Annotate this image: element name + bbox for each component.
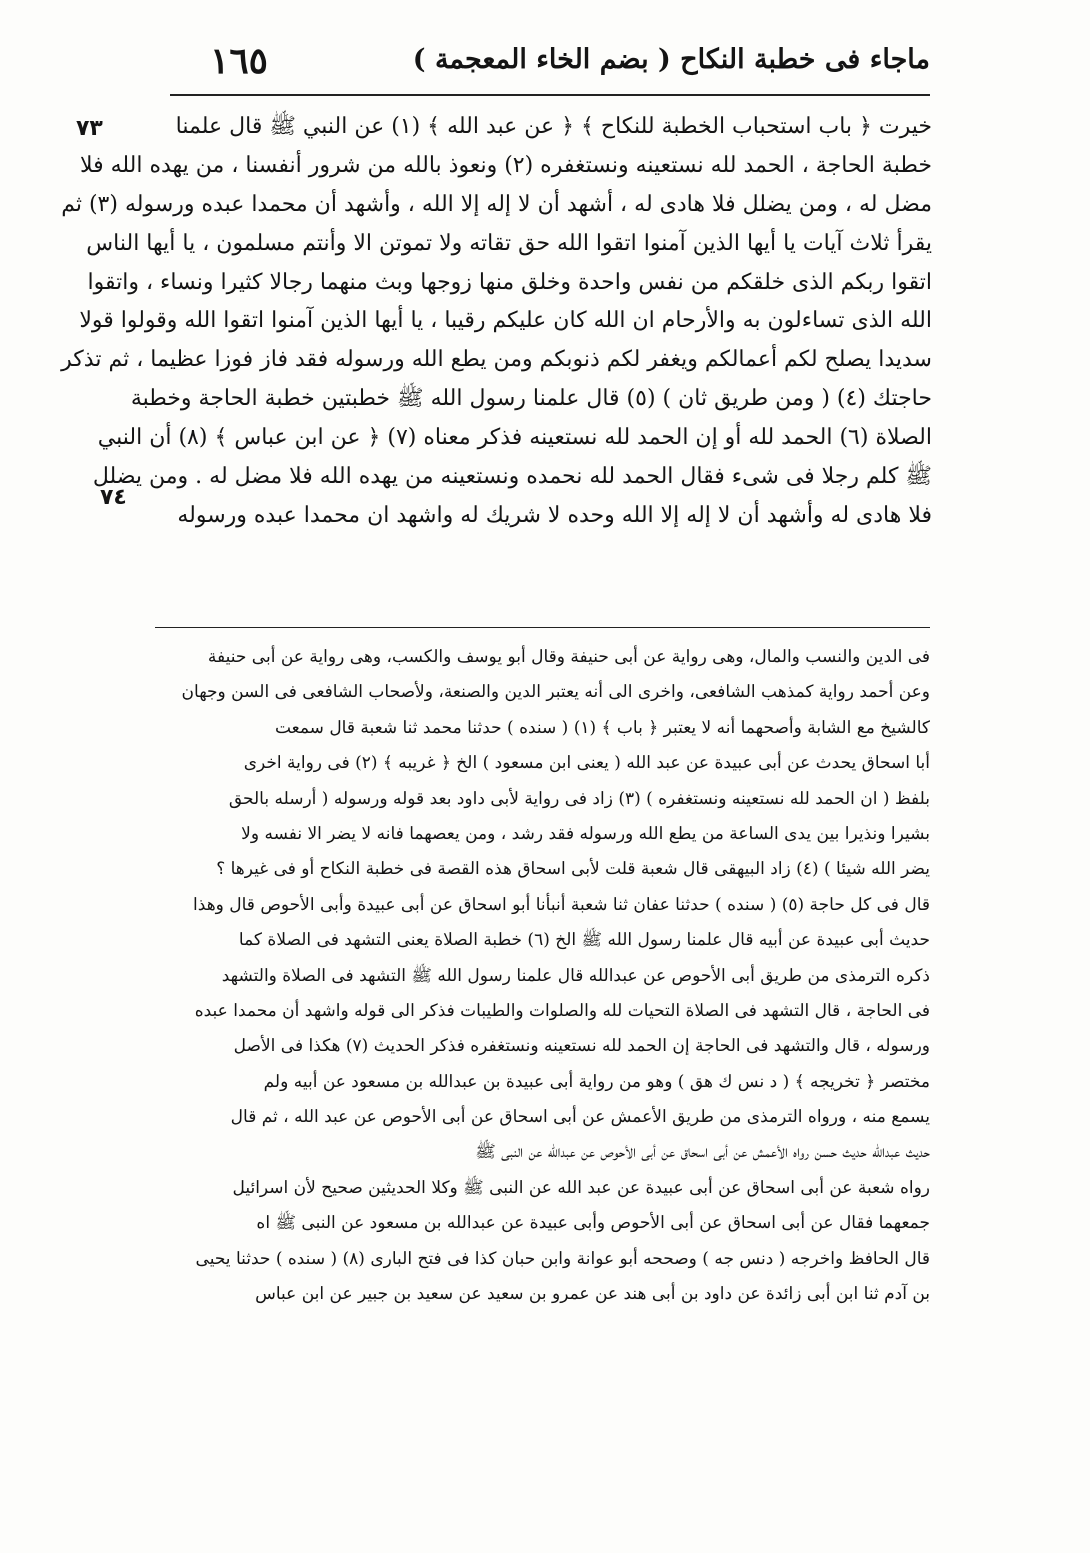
footnote-line: يضر الله شيئا ) (٤) زاد البيهقى قال شعبة قلت لأبى اسحاق هذه القصة فى خطبة النكاح أو فى غيرها ؟ — [216, 859, 930, 880]
footnotes — [180, 640, 930, 1312]
footnote-line: بلفظ ( ان الحمد لله نستعينه ونستغفره ) (٣) زاد فى رواية لأبى داود بعد قوله ورسوله ( أرسله بالحق — [228, 788, 930, 809]
main-line: فلا هادى له وأشهد أن لا إله إلا الله وحده لا شريك له واشهد ان محمدا عبده ورسوله — [177, 502, 932, 528]
page-number: ١٦٥ — [210, 40, 269, 82]
footnote-line: حديث أبى عبيدة عن أبيه قال علمنا رسول الله ﷺ الخ (٦) خطبة الصلاة يعنى التشهد فى الصلاة كما — [238, 930, 930, 951]
footnote-line: رواه شعبة عن أبى اسحاق عن أبى عبيدة عن عبد الله عن النبى ﷺ وكلا الحديثين صحيح لأن اسرائيل — [232, 1177, 930, 1198]
footnote-line: ذكره الترمذى من طريق أبى الأحوص عن عبدالله قال علمنا رسول الله ﷺ التشهد فى الصلاة والتشهد — [221, 965, 930, 986]
main-line: الله الذى تساءلون به والأرحام ان الله كان عليكم رقيبا ، يا أيها الذين آمنوا اتقوا الله وقولوا قولا — [79, 308, 932, 334]
main-line: يقرأ ثلاث آيات يا أيها الذين آمنوا اتقوا الله حق تقاته ولا تموتن الا وأنتم مسلمون ، يا أيها الناس — [86, 230, 932, 256]
main-line: الصلاة (٦) الحمد لله أو إن الحمد لله نستعينه فذكر معناه (٧) ﴿ عن ابن عباس ﴾ (٨) أن النبي — [97, 425, 932, 451]
footnote-line: فى الحاجة ، قال التشهد فى الصلاة التحيات لله والصلوات والطيبات فذكر الى قوله واشهد أن محمدا عبده — [194, 1000, 930, 1021]
footnote-line: كالشيخ مع الشابة وأصحهما أنه لا يعتبر ﴿ باب ﴾ (١) ( سنده ) حدثنا محمد ثنا شعبة قال سمعت — [274, 717, 930, 738]
footnote-line: قال فى كل حاجة (٥) ( سنده ) حدثنا عفان ثنا شعبة أنبأنا أبو اسحاق عن أبى عبيدة وأبى الأحوص قال وهذا — [193, 894, 930, 915]
hadith-number-73: ٧٣ — [76, 116, 103, 141]
footnote-line: ورسوله ، قال والتشهد فى الحاجة إن الحمد لله نستعينه ونستغفره فذكر الحديث (٧) هكذا فى الأصل — [233, 1036, 930, 1057]
footnote-line: وعن أحمد رواية كمذهب الشافعى، واخرى الى أنه يعتبر الدين والصنعة، ولأصحاب الشافعى فى السن وجهان — [181, 682, 930, 703]
main-line: سديدا يصلح لكم أعمالكم ويغفر لكم ذنوبكم ومن يطع الله ورسوله فقد فاز فوزا عظيما ، ثم تذكر — [61, 347, 932, 373]
hadith-number-74: ٧٤ — [100, 485, 127, 510]
header-divider — [170, 94, 930, 96]
main-line: حاجتك (٤) ( ومن طريق ثان ) (٥) قال علمنا رسول الله ﷺ خطبتين خطبة الحاجة وخطبة — [130, 386, 932, 412]
main-line: خيرت ﴿ باب استحباب الخطبة للنكاح ﴾ ﴿ عن عبد الله ﴾ (١) عن النبي ﷺ قال علمنا — [175, 114, 932, 139]
footnote-line: قال الحافظ واخرجه ( دنس جه ) وصححه أبو عوانة وابن حبان كذا فى فتح البارى (٨) ( سنده ) حدثنا يحيى — [195, 1248, 930, 1269]
footnote-line: مختصر ﴿ تخريجه ﴾ ( د نس ك هق ) وهو من رواية أبى عبيدة بن عبدالله بن مسعود عن أبيه ولم — [263, 1071, 930, 1092]
main-line: مضل له ، ومن يضلل فلا هادی له ، أشهد أن لا إله إلا الله ، وأشهد أن محمدا عبده ورسوله (٣) ثم — [61, 191, 932, 217]
footnote-line: أبا اسحاق يحدث عن أبى عبيدة عن عبد الله ( يعنى ابن مسعود ) الخ ﴿ غريبه ﴾ (٢) فى رواية اخرى — [243, 753, 930, 774]
footnote-divider — [155, 627, 930, 628]
footnote-line: جمعهما فقال عن أبى اسحاق عن أبى الأحوص وأبى عبيدة عن عبدالله بن مسعود عن النبى ﷺ اه — [256, 1213, 930, 1234]
page-header — [170, 36, 930, 86]
main-line: اتقوا ربكم الذى خلقكم من نفس واحدة وخلق منها زوجها وبث منهما رجالا كثيرا ونساء ، واتقوا — [87, 269, 932, 295]
footnote-line: يسمع منه ، ورواه الترمذى من طريق الأعمش عن أبى اسحاق عن أبى الأحوص عن عبد الله ، ثم قال — [230, 1107, 930, 1128]
footnote-line: بن آدم ثنا ابن أبى زائدة عن داود بن أبى هند عن عمرو بن سعيد عن سعيد بن جبير عن ابن عباس — [255, 1284, 930, 1305]
footnote-line: بشيرا ونذيرا بين يدى الساعة من يطع الله ورسوله فقد رشد ، ومن يعصهما فانه لا يضر الا نفسه ولا — [241, 823, 930, 844]
main-line: ﷺ كلم رجلا فى شیء فقال الحمد لله نحمده ونستعينه من يهده الله فلا مضل له . ومن يضلل — [92, 464, 932, 490]
footnote-line: فى الدين والنسب والمال، وهى رواية عن أبى حنيفة وقال أبو يوسف والكسب، وهى رواية عن أبى حنيفة — [207, 647, 930, 667]
footnote-line: حديث عبدالله حديث حسن رواه الأعمش عن أبى اسحاق عن أبى الأحوص عن عبدالله عن النبى ﷺ — [475, 1142, 930, 1163]
main-line: خطبة الحاجة ، الحمد لله نستعينه ونستغفره (٢) ونعوذ بالله من شرور أنفسنا ، من يهده الله فلا — [79, 152, 932, 178]
header-title: ماجاء فی خطبة النکاح ( بضم الخاء المعجمة ) — [412, 44, 930, 75]
